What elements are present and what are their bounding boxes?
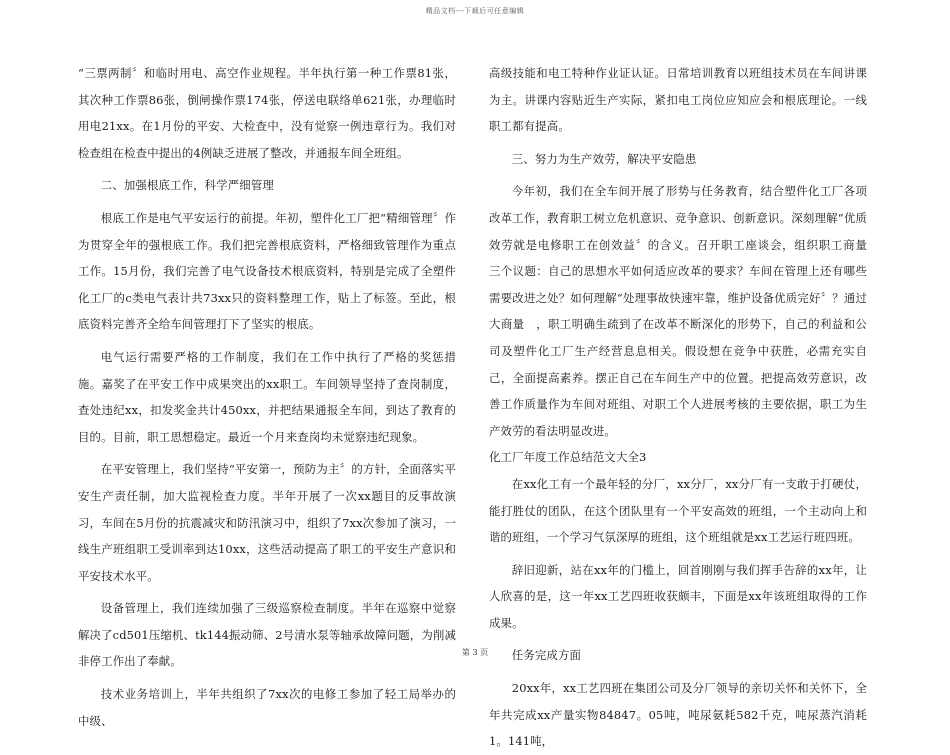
- section-heading: 任务完成方面: [511, 648, 582, 663]
- paragraph: 辞旧迎新，站在xx年的门槛上，回首刚刚与我们挥手告辞的xx年，让人欣喜的是，这一年xx工艺四班收获颇丰，下面是xx年该班组取得的工作成果。: [489, 562, 867, 630]
- section-heading: 三、努力为生产效劳，解决平安隐患: [511, 151, 697, 166]
- paragraph: 设备管理上，我们连续加强了三级巡察检查制度。半年在巡察中觉察解决了cd501压缩机、tk144振动筛、2号清水泵等轴承故障问题，为削减非停工作出了奉献。: [78, 601, 456, 669]
- paragraph: 今年初，我们在全车间开展了形势与任务教育，结合塑件化工厂各项改革工作，教育职工树立危机意识、竞争意识、创新意识。深刻理解“优质效劳就是电修职工在创效益〞的含义。召开职工座谈会，组织职工商量 三个议题：自己的思想水平如何适应改革的要求？车间在管理上还有哪些需要改进之处？如何理解“处理事故快速牢靠，维护设备优质完好〞？通过大商量 ，职工明确生疏到了在改革不断深化的形势下，自己的利益和公司及塑件化工厂生产经营息息相关。假设想在竞争中获胜，必需充实自己，全面提高素养。摆正自己在车间生产中的位置。把提高效劳意识，改善工作质量作为车间对班组、对职工个人进展考核的主要依据，职工为生产效劳的看法明显改进。: [489, 184, 879, 438]
- paragraph: 高级技能和电工特种作业证认证。日常培训教育以班组技术员在车间讲课为主。讲课内容贴近生产实际，紧扣电工岗位应知应会和根底理论。一线职工都有提高。: [489, 66, 867, 134]
- left-column: [78, 60, 456, 734]
- paragraph: 技术业务培训上，半年共组织了7xx次的电修工参加了轻工局举办的中级、: [78, 687, 456, 728]
- paragraph: 20xx年，xx工艺四班在集团公司及分厂领导的亲切关怀和关怀下，全年共完成xx产量实物84847。05吨，吨尿氨耗582千克，吨尿蒸汽消耗1。141吨，: [489, 681, 867, 749]
- paragraph: 根底工作是电气平安运行的前提。年初，塑件化工厂把“精细管理〞作为贯穿全年的强根底工作。我们把完善根底资料，严格细致管理作为重点工作。15月份，我们完善了电气设备技术根底资料，特别是完成了全塑件化工厂的c类电气表计共73xx只的资料整理工作，贴上了标签。至此，根底资料完善齐全给车间管理打下了坚实的根底。: [78, 210, 456, 332]
- header-note: 精品文档---下载后可任意编辑: [425, 7, 525, 15]
- paragraph: 在xx化工有一个最年轻的分厂，xx分厂，xx分厂有一支敢于打硬仗，能打胜仗的团队，在这个团队里有一个平安高效的班组，一个主动向上和谐的班组，一个学习气氛深厚的班组，这个班组就是xx工艺运行班四班。: [489, 476, 867, 545]
- page-number: 第 3 页: [461, 648, 489, 657]
- paragraph: 电气运行需要严格的工作制度，我们在工作中执行了严格的奖惩措施。嘉奖了在平安工作中成果突出的xx职工。车间领导坚持了查岗制度，查处违纪xx，扣发奖金共计450xx，并把结果通报全车间，到达了教育的目的。目前，职工思想稳定。最近一个月来查岗均未觉察违纪现象。: [78, 349, 456, 444]
- paragraph: 在平安管理上，我们坚持“平安第一，预防为主〞的方针，全面落实平安生产责任制，加大监视检查力度。半年开展了一次xx题目的反事故演习，车间在5月份的抗震减灾和防汛演习中，组织了7xx次参加了演习，一线生产班组职工受训率到达10xx，这些活动提高了职工的平安生产意识和平安技术水平。: [78, 462, 456, 583]
- paragraph: “三票两制〞和临时用电、高空作业规程。半年执行第一种工作票81张，其次种工作票86张，倒闸操作票174张，停送电联络单621张，办理临时用电21xx。在1月份的平安、大检查中，没有觉察一例违章行为。我们对检查组在检查中提出的4例缺乏进展了整改，并通报车间全班组。: [78, 66, 456, 160]
- section-heading: 二、加强根底工作，科学严细管理: [100, 178, 274, 193]
- article-title: 化工厂年度工作总结范文大全3: [489, 450, 647, 465]
